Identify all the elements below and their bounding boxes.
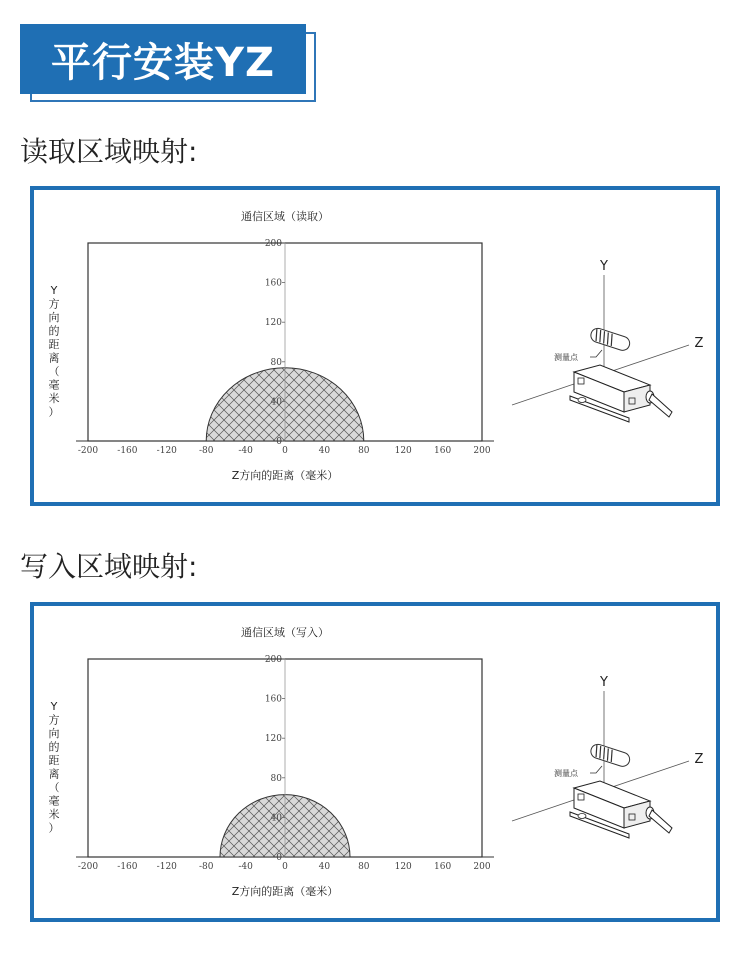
x-axis-label: Z方向的距离（毫米） xyxy=(231,885,339,898)
x-tick-label: -120 xyxy=(156,446,177,456)
x-tick-label: -120 xyxy=(156,862,177,872)
y-tick-label: 0 xyxy=(276,853,282,863)
header-badge xyxy=(20,24,306,94)
y-axis-label xyxy=(49,284,60,419)
x-tick-label: -80 xyxy=(198,446,214,456)
x-tick-label: -40 xyxy=(238,446,253,456)
x-tick-label: -80 xyxy=(198,862,214,872)
chart-title: 通信区域（写入） xyxy=(241,626,329,639)
mounting-hole xyxy=(578,398,586,403)
measure-point-leader xyxy=(590,350,602,357)
y-axis-label-char: 毫 xyxy=(48,794,60,808)
write-area-chart xyxy=(34,606,716,918)
y-tick-label: 160 xyxy=(264,694,282,705)
y-axis-letter: Y xyxy=(600,675,608,690)
measure-point-label: 测量点 xyxy=(554,353,578,362)
measure-point-leader xyxy=(590,766,602,773)
z-axis-letter: Z xyxy=(694,752,704,767)
x-tick-label: 0 xyxy=(282,862,288,872)
x-tick-label: -160 xyxy=(117,446,138,456)
sensor-orientation-diagram xyxy=(512,259,704,422)
y-tick-label: 40 xyxy=(270,397,282,408)
x-tick-label: 200 xyxy=(473,446,491,456)
tag-body xyxy=(589,743,631,769)
tag-body xyxy=(589,327,631,353)
y-tick-label: 200 xyxy=(264,655,282,665)
y-axis-label-char: 米 xyxy=(48,392,60,405)
y-axis-label-char: ） xyxy=(48,821,60,835)
y-axis-label-char: （ xyxy=(48,365,60,378)
y-axis-label-char: 的 xyxy=(48,324,60,338)
read-section-heading: 读取区域映射: xyxy=(20,135,198,168)
x-axis-label: Z方向的距离（毫米） xyxy=(231,469,339,482)
y-axis-label-char: 毫 xyxy=(48,378,60,392)
y-tick-label: 120 xyxy=(264,734,282,745)
header-title: 平行安装YZ xyxy=(51,39,275,86)
y-axis-label-char: 向 xyxy=(48,727,60,740)
mounting-hole xyxy=(578,814,586,819)
y-axis-label-char: 方 xyxy=(48,297,60,311)
y-axis-label-char: 距 xyxy=(48,754,60,767)
y-axis-label-char: 米 xyxy=(48,808,60,821)
y-axis-label-char: Y xyxy=(50,284,58,297)
measure-point-label: 测量点 xyxy=(554,769,578,778)
x-tick-label: 160 xyxy=(434,862,452,872)
x-tick-label: -160 xyxy=(117,862,138,872)
cable xyxy=(649,810,672,833)
x-tick-label: 40 xyxy=(318,446,331,456)
y-axis-label-char: 方 xyxy=(48,713,60,727)
x-tick-label: -200 xyxy=(77,446,99,456)
y-axis-label-char: 向 xyxy=(48,311,60,324)
read-area-chart xyxy=(34,190,716,502)
x-tick-label: -200 xyxy=(77,862,99,872)
sensor-orientation-diagram xyxy=(512,675,704,838)
y-axis-label-char: 离 xyxy=(48,767,60,781)
tag-cylinder xyxy=(589,327,631,353)
write-area-panel xyxy=(30,602,720,922)
x-tick-label: 80 xyxy=(358,446,370,456)
write-section-heading: 写入区域映射: xyxy=(20,550,198,583)
chart-title: 通信区域（读取） xyxy=(241,210,329,223)
y-axis-label-char: 距 xyxy=(48,338,60,351)
x-tick-label: -40 xyxy=(238,862,253,872)
y-tick-label: 40 xyxy=(270,813,282,824)
x-tick-label: 200 xyxy=(473,862,491,872)
x-tick-label: 40 xyxy=(318,862,331,872)
x-tick-label: 0 xyxy=(282,446,288,456)
tag-cylinder xyxy=(589,743,631,769)
y-tick-label: 80 xyxy=(270,357,282,368)
y-tick-label: 120 xyxy=(264,318,282,329)
y-tick-label: 80 xyxy=(270,773,282,784)
z-axis-letter: Z xyxy=(694,336,704,351)
y-axis-letter: Y xyxy=(600,259,608,274)
x-tick-label: 160 xyxy=(434,446,452,456)
x-tick-label: 80 xyxy=(358,862,370,872)
y-axis-label xyxy=(49,700,60,835)
y-tick-label: 0 xyxy=(276,437,282,447)
y-axis-label-char: 离 xyxy=(48,351,60,365)
y-axis-label-char: （ xyxy=(48,781,60,794)
x-tick-label: 120 xyxy=(394,446,412,456)
x-tick-label: 120 xyxy=(394,862,412,872)
y-axis-label-char: ） xyxy=(48,405,60,419)
read-area-panel xyxy=(30,186,720,506)
cable xyxy=(649,394,672,417)
y-axis-label-char: Y xyxy=(50,700,58,713)
y-tick-label: 160 xyxy=(264,278,282,289)
y-tick-label: 200 xyxy=(264,239,282,249)
y-axis-label-char: 的 xyxy=(48,740,60,754)
